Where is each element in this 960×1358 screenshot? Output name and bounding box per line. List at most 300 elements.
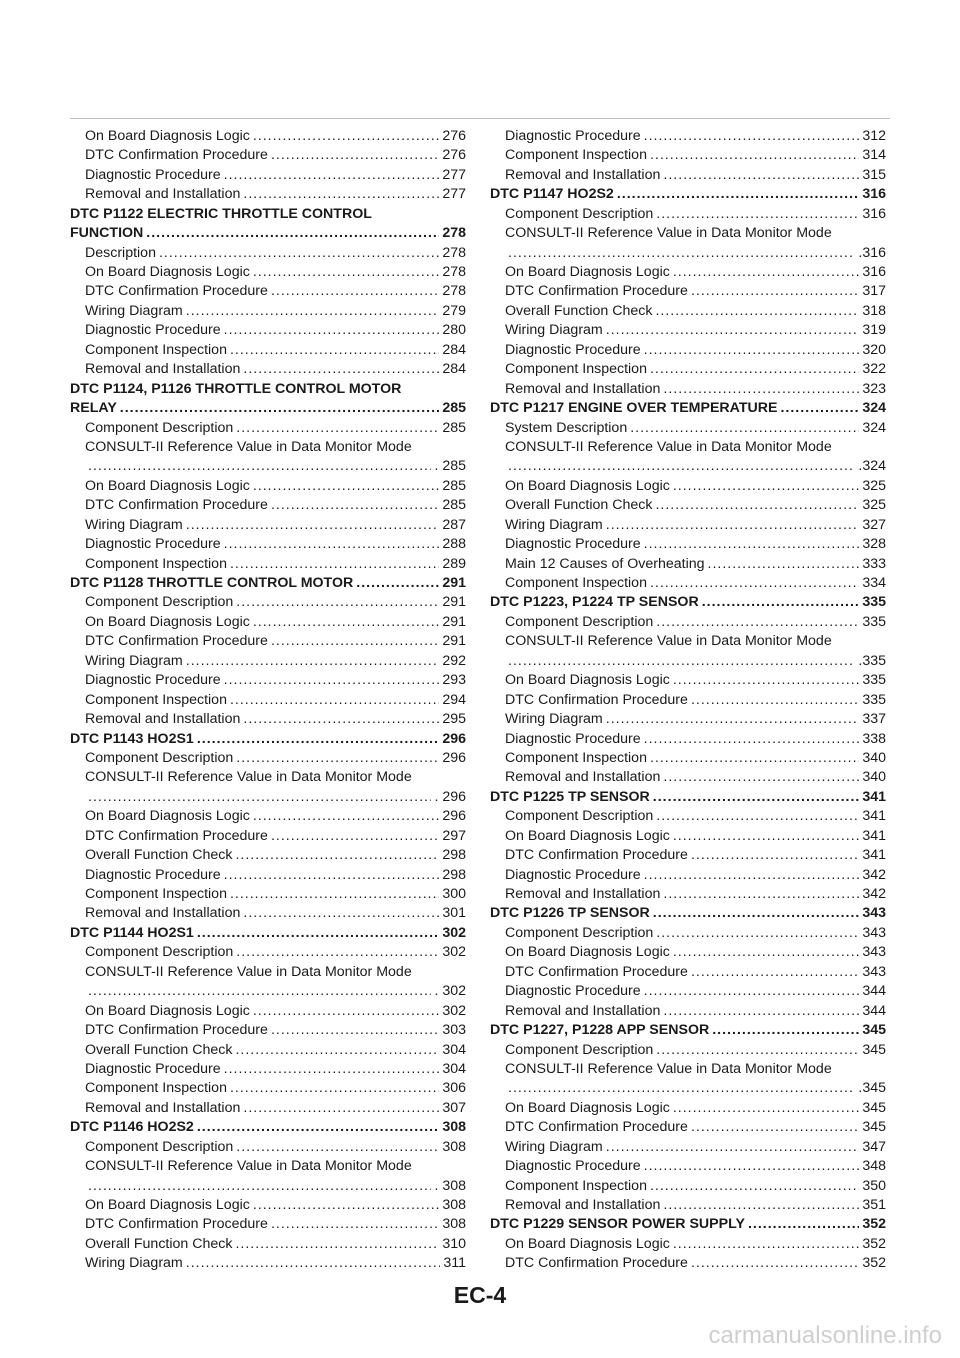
toc-entry-title: DTC Confirmation Procedure bbox=[85, 283, 268, 300]
dot-leader bbox=[650, 749, 859, 768]
toc-entry-page: . 308 bbox=[434, 1177, 466, 1194]
toc-entry-page: 303 bbox=[442, 1022, 466, 1039]
toc-entry-title: Wiring Diagram bbox=[505, 711, 603, 728]
toc-entry-page: 310 bbox=[442, 1235, 466, 1252]
toc-entry-title: DTC Confirmation Procedure bbox=[505, 283, 688, 300]
dot-leader bbox=[230, 691, 439, 710]
toc-entry-page: 304 bbox=[442, 1060, 466, 1077]
toc-entry[interactable] bbox=[70, 671, 466, 690]
toc-entry-page: 340 bbox=[862, 749, 886, 766]
toc-entry-title: Diagnostic Procedure bbox=[505, 127, 641, 144]
dot-leader bbox=[673, 1099, 860, 1118]
toc-entry[interactable] bbox=[70, 341, 466, 360]
dot-leader bbox=[508, 457, 855, 476]
toc-entry-page: 314 bbox=[862, 147, 886, 164]
toc-entry-title: DTC Confirmation Procedure bbox=[85, 1022, 268, 1039]
toc-entry-title: Component Description bbox=[505, 205, 654, 222]
toc-entry-title: FUNCTION bbox=[70, 225, 144, 242]
toc-entry-page: 317 bbox=[862, 283, 886, 300]
toc-entry-title: DTC Confirmation Procedure bbox=[85, 633, 268, 650]
dot-leader bbox=[88, 982, 431, 1001]
toc-entry[interactable] bbox=[70, 457, 466, 476]
toc-entry-page: 343 bbox=[862, 924, 886, 941]
toc-entry-page: 345 bbox=[862, 1099, 886, 1116]
toc-entry-page: .324 bbox=[858, 458, 886, 475]
toc-entry[interactable] bbox=[490, 263, 886, 282]
dot-leader bbox=[691, 691, 859, 710]
toc-entry[interactable] bbox=[490, 555, 886, 574]
dot-leader bbox=[650, 146, 859, 165]
dot-leader bbox=[650, 1177, 859, 1196]
toc-entry[interactable] bbox=[70, 263, 466, 282]
toc-entry[interactable] bbox=[70, 477, 466, 496]
toc-entry[interactable] bbox=[490, 749, 886, 768]
toc-entry[interactable] bbox=[70, 1079, 466, 1098]
toc-section-heading[interactable] bbox=[70, 399, 466, 418]
dot-leader bbox=[663, 380, 859, 399]
toc-entry-page: 289 bbox=[442, 555, 466, 572]
toc-entry[interactable] bbox=[70, 127, 466, 146]
toc-entry-title: Overall Function Check bbox=[85, 1235, 233, 1252]
toc-entry[interactable] bbox=[70, 652, 466, 671]
toc-entry[interactable] bbox=[70, 768, 466, 787]
toc-entry[interactable] bbox=[490, 321, 886, 340]
toc-entry-page: 341 bbox=[862, 788, 886, 805]
dot-leader bbox=[656, 924, 859, 943]
toc-entry[interactable] bbox=[70, 166, 466, 185]
dot-leader bbox=[224, 166, 440, 185]
toc-entry-title: Component Inspection bbox=[85, 886, 227, 903]
toc-entry-title: Removal and Installation bbox=[85, 361, 241, 378]
toc-entry[interactable] bbox=[70, 438, 466, 457]
dot-leader bbox=[653, 905, 860, 924]
toc-entry-title: Component Inspection bbox=[85, 691, 227, 708]
toc-entry[interactable] bbox=[490, 380, 886, 399]
toc-entry[interactable] bbox=[490, 1118, 886, 1137]
toc-entry-page: 285 bbox=[442, 497, 466, 514]
dot-leader bbox=[236, 594, 439, 613]
toc-entry-page: . 302 bbox=[434, 983, 466, 1000]
toc-entry-title: DTC P1146 HO2S2 bbox=[70, 1119, 194, 1136]
toc-entry-title: On Board Diagnosis Logic bbox=[505, 477, 670, 494]
toc-entry[interactable] bbox=[490, 982, 886, 1001]
toc-entry[interactable] bbox=[70, 321, 466, 340]
toc-entry[interactable] bbox=[70, 1254, 466, 1273]
toc-entry[interactable] bbox=[70, 496, 466, 515]
toc-entry[interactable] bbox=[70, 846, 466, 865]
toc-entry[interactable] bbox=[70, 866, 466, 885]
toc-entry-page: 292 bbox=[442, 652, 466, 669]
toc-entry[interactable] bbox=[490, 632, 886, 651]
dot-leader bbox=[656, 613, 859, 632]
toc-entry-page: 308 bbox=[442, 1138, 466, 1155]
toc-entry-title: Component Inspection bbox=[505, 361, 647, 378]
toc-entry[interactable] bbox=[70, 535, 466, 554]
toc-entry-page: 298 bbox=[442, 847, 466, 864]
toc-entry[interactable] bbox=[490, 1254, 886, 1273]
dot-leader bbox=[656, 807, 859, 826]
dot-leader bbox=[673, 263, 860, 282]
toc-entry-title: CONSULT-II Reference Value in Data Monitor Mode bbox=[85, 1158, 412, 1175]
toc-entry-page: 312 bbox=[862, 127, 886, 144]
toc-entry[interactable] bbox=[70, 632, 466, 651]
toc-entry-page: 278 bbox=[442, 283, 466, 300]
dot-leader bbox=[673, 671, 860, 690]
toc-entry-page: 343 bbox=[862, 905, 886, 922]
dot-leader bbox=[235, 1041, 439, 1060]
toc-entry[interactable] bbox=[70, 302, 466, 321]
toc-entry[interactable] bbox=[490, 1157, 886, 1176]
toc-entry-page: 276 bbox=[442, 127, 466, 144]
toc-entry[interactable] bbox=[490, 1138, 886, 1157]
toc-entry[interactable] bbox=[70, 788, 466, 807]
dot-leader bbox=[271, 283, 439, 302]
dot-leader bbox=[271, 146, 439, 165]
dot-leader bbox=[224, 866, 440, 885]
toc-section-heading[interactable] bbox=[70, 224, 466, 243]
toc-entry-page: . 285 bbox=[434, 458, 466, 475]
toc-entry[interactable] bbox=[70, 1099, 466, 1118]
page-number: EC-4 bbox=[453, 1282, 507, 1308]
toc-entry[interactable] bbox=[70, 555, 466, 574]
dot-leader bbox=[650, 360, 859, 379]
toc-entry-page: 342 bbox=[862, 886, 886, 903]
dot-leader bbox=[253, 807, 440, 826]
dot-leader bbox=[673, 943, 860, 962]
toc-entry[interactable] bbox=[490, 438, 886, 457]
toc-entry-title: Overall Function Check bbox=[505, 497, 653, 514]
toc-section-heading[interactable] bbox=[70, 1118, 466, 1137]
toc-entry[interactable] bbox=[70, 1235, 466, 1254]
dot-leader bbox=[663, 1196, 859, 1215]
toc-entry-page: 291 bbox=[442, 594, 466, 611]
toc-entry-title: DTC Confirmation Procedure bbox=[85, 827, 268, 844]
toc-entry[interactable] bbox=[490, 516, 886, 535]
toc-entry-page: 298 bbox=[442, 866, 466, 883]
toc-entry-title: On Board Diagnosis Logic bbox=[505, 1235, 670, 1252]
toc-entry-title: Component Description bbox=[85, 1138, 234, 1155]
toc-entry-title: Removal and Installation bbox=[505, 886, 661, 903]
toc-entry[interactable] bbox=[70, 943, 466, 962]
toc-entry[interactable] bbox=[490, 419, 886, 438]
toc-entry[interactable] bbox=[490, 477, 886, 496]
toc-entry-page: 335 bbox=[862, 691, 886, 708]
toc-entry[interactable] bbox=[70, 516, 466, 535]
toc-entry[interactable] bbox=[490, 574, 886, 593]
dot-leader bbox=[656, 205, 859, 224]
toc-entry-title: Component Inspection bbox=[505, 575, 647, 592]
toc-entry[interactable] bbox=[70, 244, 466, 263]
toc-entry[interactable] bbox=[490, 127, 886, 146]
toc-entry-title: Component Description bbox=[85, 749, 234, 766]
toc-entry[interactable] bbox=[70, 885, 466, 904]
toc-entry[interactable] bbox=[70, 1060, 466, 1079]
toc-entry-title: System Description bbox=[505, 419, 628, 436]
toc-entry-page: 344 bbox=[862, 983, 886, 1000]
toc-entry[interactable] bbox=[490, 341, 886, 360]
toc-entry[interactable] bbox=[490, 671, 886, 690]
toc-section-heading[interactable] bbox=[490, 788, 886, 807]
toc-entry-page: 352 bbox=[862, 1235, 886, 1252]
toc-entry-title: Diagnostic Procedure bbox=[505, 730, 641, 747]
toc-entry[interactable] bbox=[70, 710, 466, 729]
toc-entry-title: Component Description bbox=[505, 808, 654, 825]
toc-section-heading[interactable] bbox=[490, 399, 886, 418]
toc-entry[interactable] bbox=[490, 1002, 886, 1021]
dot-leader bbox=[236, 943, 439, 962]
toc-entry[interactable] bbox=[490, 1177, 886, 1196]
toc-entry-page: 343 bbox=[862, 963, 886, 980]
toc-entry[interactable] bbox=[490, 691, 886, 710]
toc-entry[interactable] bbox=[490, 302, 886, 321]
toc-entry[interactable] bbox=[490, 963, 886, 982]
toc-entry-page: 324 bbox=[862, 400, 886, 417]
toc-entry-page: 308 bbox=[442, 1197, 466, 1214]
toc-section-heading[interactable] bbox=[70, 924, 466, 943]
toc-entry[interactable] bbox=[490, 652, 886, 671]
dot-leader bbox=[650, 574, 859, 593]
dot-leader bbox=[708, 555, 860, 574]
dot-leader bbox=[224, 535, 440, 554]
toc-entry[interactable] bbox=[70, 807, 466, 826]
toc-entry[interactable] bbox=[70, 594, 466, 613]
toc-entry[interactable] bbox=[490, 827, 886, 846]
toc-entry-page: 285 bbox=[442, 419, 466, 436]
dot-leader bbox=[235, 846, 439, 865]
toc-entry[interactable] bbox=[490, 535, 886, 554]
dot-leader bbox=[271, 632, 439, 651]
toc-entry[interactable] bbox=[490, 360, 886, 379]
toc-entry[interactable] bbox=[70, 1041, 466, 1060]
toc-entry-page: 302 bbox=[442, 924, 466, 941]
toc-entry-page: 291 bbox=[442, 613, 466, 630]
toc-section-heading[interactable] bbox=[490, 905, 886, 924]
toc-entry-title: Removal and Installation bbox=[505, 380, 661, 397]
toc-entry-title: Removal and Installation bbox=[85, 905, 241, 922]
toc-entry-title: CONSULT-II Reference Value in Data Monitor Mode bbox=[85, 963, 412, 980]
toc-entry[interactable] bbox=[70, 185, 466, 204]
dot-leader bbox=[663, 885, 859, 904]
toc-entry-page: 285 bbox=[442, 477, 466, 494]
dot-leader bbox=[691, 283, 859, 302]
toc-entry[interactable] bbox=[70, 691, 466, 710]
toc-entry[interactable] bbox=[70, 1157, 466, 1176]
toc-entry-page: 343 bbox=[862, 944, 886, 961]
dot-leader bbox=[224, 671, 440, 690]
dot-leader bbox=[663, 1002, 859, 1021]
toc-entry-title: DTC P1128 THROTTLE CONTROL MOTOR bbox=[70, 575, 354, 592]
dot-leader bbox=[508, 1079, 855, 1098]
dot-leader bbox=[230, 885, 439, 904]
toc-section-heading[interactable] bbox=[490, 594, 886, 613]
toc-entry-title: Diagnostic Procedure bbox=[85, 1060, 221, 1077]
toc-entry-title: CONSULT-II Reference Value in Data Monitor Mode bbox=[85, 769, 412, 786]
dot-leader bbox=[606, 321, 860, 340]
toc-entry[interactable] bbox=[70, 283, 466, 302]
dot-leader bbox=[253, 1002, 440, 1021]
dot-leader bbox=[780, 399, 859, 418]
dot-leader bbox=[159, 244, 439, 263]
toc-entry-page: 293 bbox=[442, 672, 466, 689]
toc-entry[interactable] bbox=[490, 146, 886, 165]
toc-entry-title: Wiring Diagram bbox=[85, 516, 183, 533]
toc-entry-page: .335 bbox=[858, 652, 886, 669]
toc-section-heading[interactable] bbox=[70, 205, 466, 224]
toc-entry[interactable] bbox=[490, 283, 886, 302]
toc-entry[interactable] bbox=[70, 982, 466, 1001]
dot-leader bbox=[230, 1079, 439, 1098]
dot-leader bbox=[702, 594, 860, 613]
toc-entry-title: DTC Confirmation Procedure bbox=[505, 691, 688, 708]
dot-leader bbox=[644, 982, 860, 1001]
toc-entry[interactable] bbox=[490, 943, 886, 962]
toc-entry-page: 297 bbox=[442, 827, 466, 844]
dot-leader bbox=[606, 1138, 860, 1157]
toc-entry[interactable] bbox=[70, 827, 466, 846]
dot-leader bbox=[644, 730, 860, 749]
toc-entry-title: On Board Diagnosis Logic bbox=[85, 477, 250, 494]
toc-entry-page: 296 bbox=[442, 749, 466, 766]
dot-leader bbox=[617, 185, 860, 204]
dot-leader bbox=[236, 1138, 439, 1157]
toc-entry[interactable] bbox=[70, 1021, 466, 1040]
dot-leader bbox=[691, 846, 859, 865]
toc-entry-page: 301 bbox=[442, 905, 466, 922]
toc-entry[interactable] bbox=[490, 885, 886, 904]
toc-section-heading[interactable] bbox=[490, 1216, 886, 1235]
toc-entry[interactable] bbox=[70, 360, 466, 379]
toc-entry[interactable] bbox=[490, 1235, 886, 1254]
toc-entry[interactable] bbox=[490, 846, 886, 865]
toc-section-heading[interactable] bbox=[490, 1021, 886, 1040]
toc-section-heading[interactable] bbox=[70, 380, 466, 399]
toc-entry-page: 318 bbox=[862, 302, 886, 319]
toc-entry-title: CONSULT-II Reference Value in Data Monitor Mode bbox=[505, 438, 832, 455]
toc-entry-page: 288 bbox=[442, 536, 466, 553]
toc-entry-title: DTC P1143 HO2S1 bbox=[70, 730, 194, 747]
toc-entry-page: 320 bbox=[862, 341, 886, 358]
dot-leader bbox=[673, 1235, 860, 1254]
toc-entry-title: Component Description bbox=[85, 944, 234, 961]
toc-entry-title: Component Description bbox=[505, 1041, 654, 1058]
toc-entry[interactable] bbox=[490, 730, 886, 749]
toc-entry[interactable] bbox=[490, 1079, 886, 1098]
dot-leader bbox=[230, 555, 439, 574]
toc-entry-page: 348 bbox=[862, 1158, 886, 1175]
toc-entry[interactable] bbox=[70, 419, 466, 438]
toc-entry-title: Overall Function Check bbox=[505, 302, 653, 319]
dot-leader bbox=[655, 496, 859, 515]
toc-entry[interactable] bbox=[490, 1099, 886, 1118]
toc-entry[interactable] bbox=[70, 905, 466, 924]
toc-entry-page: 304 bbox=[442, 1041, 466, 1058]
toc-entry-page: 352 bbox=[862, 1255, 886, 1272]
toc-entry[interactable] bbox=[70, 1138, 466, 1157]
toc-entry-title: DTC Confirmation Procedure bbox=[85, 147, 268, 164]
toc-entry-title: Diagnostic Procedure bbox=[505, 866, 641, 883]
toc-entry-page: 302 bbox=[442, 944, 466, 961]
toc-entry-title: Diagnostic Procedure bbox=[85, 672, 221, 689]
toc-entry[interactable] bbox=[70, 613, 466, 632]
dot-leader bbox=[88, 788, 431, 807]
toc-entry-page: 278 bbox=[442, 264, 466, 281]
toc-entry[interactable] bbox=[490, 1060, 886, 1079]
toc-entry[interactable] bbox=[490, 866, 886, 885]
toc-entry[interactable] bbox=[70, 146, 466, 165]
toc-entry[interactable] bbox=[490, 710, 886, 729]
dot-leader bbox=[243, 905, 439, 924]
dot-leader bbox=[197, 1118, 440, 1137]
toc-entry[interactable] bbox=[70, 1196, 466, 1215]
toc-entry-title: DTC Confirmation Procedure bbox=[505, 1255, 688, 1272]
toc-entry-title: DTC P1227, P1228 APP SENSOR bbox=[490, 1022, 710, 1039]
toc-entry[interactable] bbox=[490, 768, 886, 787]
dot-leader bbox=[224, 1060, 440, 1079]
toc-entry[interactable] bbox=[70, 963, 466, 982]
toc-entry[interactable] bbox=[490, 807, 886, 826]
toc-section-heading[interactable] bbox=[70, 730, 466, 749]
toc-entry-page: 311 bbox=[443, 1255, 466, 1272]
toc-entry[interactable] bbox=[490, 205, 886, 224]
toc-entry-page: 335 bbox=[862, 672, 886, 689]
toc-entry-title: On Board Diagnosis Logic bbox=[505, 672, 670, 689]
dot-leader bbox=[644, 127, 860, 146]
toc-entry[interactable] bbox=[490, 1041, 886, 1060]
toc-entry[interactable] bbox=[490, 496, 886, 515]
toc-entry[interactable] bbox=[490, 457, 886, 476]
toc-entry-title: Wiring Diagram bbox=[505, 322, 603, 339]
toc-entry[interactable] bbox=[70, 1177, 466, 1196]
toc-entry-page: 284 bbox=[442, 341, 466, 358]
toc-section-heading[interactable] bbox=[490, 185, 886, 204]
toc-entry-title: Overall Function Check bbox=[85, 847, 233, 864]
toc-entry-page: 277 bbox=[442, 166, 466, 183]
toc-entry-title: RELAY bbox=[70, 400, 117, 417]
toc-entry[interactable] bbox=[490, 924, 886, 943]
toc-entry-page: 307 bbox=[442, 1099, 466, 1116]
dot-leader bbox=[271, 496, 439, 515]
toc-section-heading[interactable] bbox=[70, 574, 466, 593]
toc-entry-title: CONSULT-II Reference Value in Data Monitor Mode bbox=[505, 225, 832, 242]
toc-entry[interactable] bbox=[490, 166, 886, 185]
dot-leader bbox=[606, 516, 860, 535]
toc-entry[interactable] bbox=[70, 1002, 466, 1021]
toc-entry-title: Wiring Diagram bbox=[505, 516, 603, 533]
toc-entry[interactable] bbox=[490, 613, 886, 632]
toc-entry-page: 340 bbox=[862, 769, 886, 786]
toc-entry-page: 306 bbox=[442, 1080, 466, 1097]
toc-entry[interactable] bbox=[490, 244, 886, 263]
dot-leader bbox=[691, 1118, 859, 1137]
toc-entry-page: 328 bbox=[862, 536, 886, 553]
toc-entry-title: CONSULT-II Reference Value in Data Monitor Mode bbox=[505, 1060, 832, 1077]
toc-entry-page: 333 bbox=[862, 555, 886, 572]
toc-entry-page: 345 bbox=[862, 1022, 886, 1039]
toc-entry-page: 325 bbox=[862, 477, 886, 494]
toc-entry[interactable] bbox=[70, 749, 466, 768]
toc-entry-page: 335 bbox=[862, 594, 886, 611]
toc-entry[interactable] bbox=[490, 224, 886, 243]
toc-entry[interactable] bbox=[70, 1216, 466, 1235]
toc-entry-title: On Board Diagnosis Logic bbox=[85, 127, 250, 144]
toc-entry-page: 327 bbox=[862, 516, 886, 533]
toc-entry-page: 308 bbox=[442, 1216, 466, 1233]
dot-leader bbox=[644, 535, 860, 554]
toc-entry-title: Removal and Installation bbox=[505, 1197, 661, 1214]
dot-leader bbox=[271, 1216, 439, 1235]
dot-leader bbox=[243, 360, 439, 379]
toc-entry[interactable] bbox=[490, 1196, 886, 1215]
